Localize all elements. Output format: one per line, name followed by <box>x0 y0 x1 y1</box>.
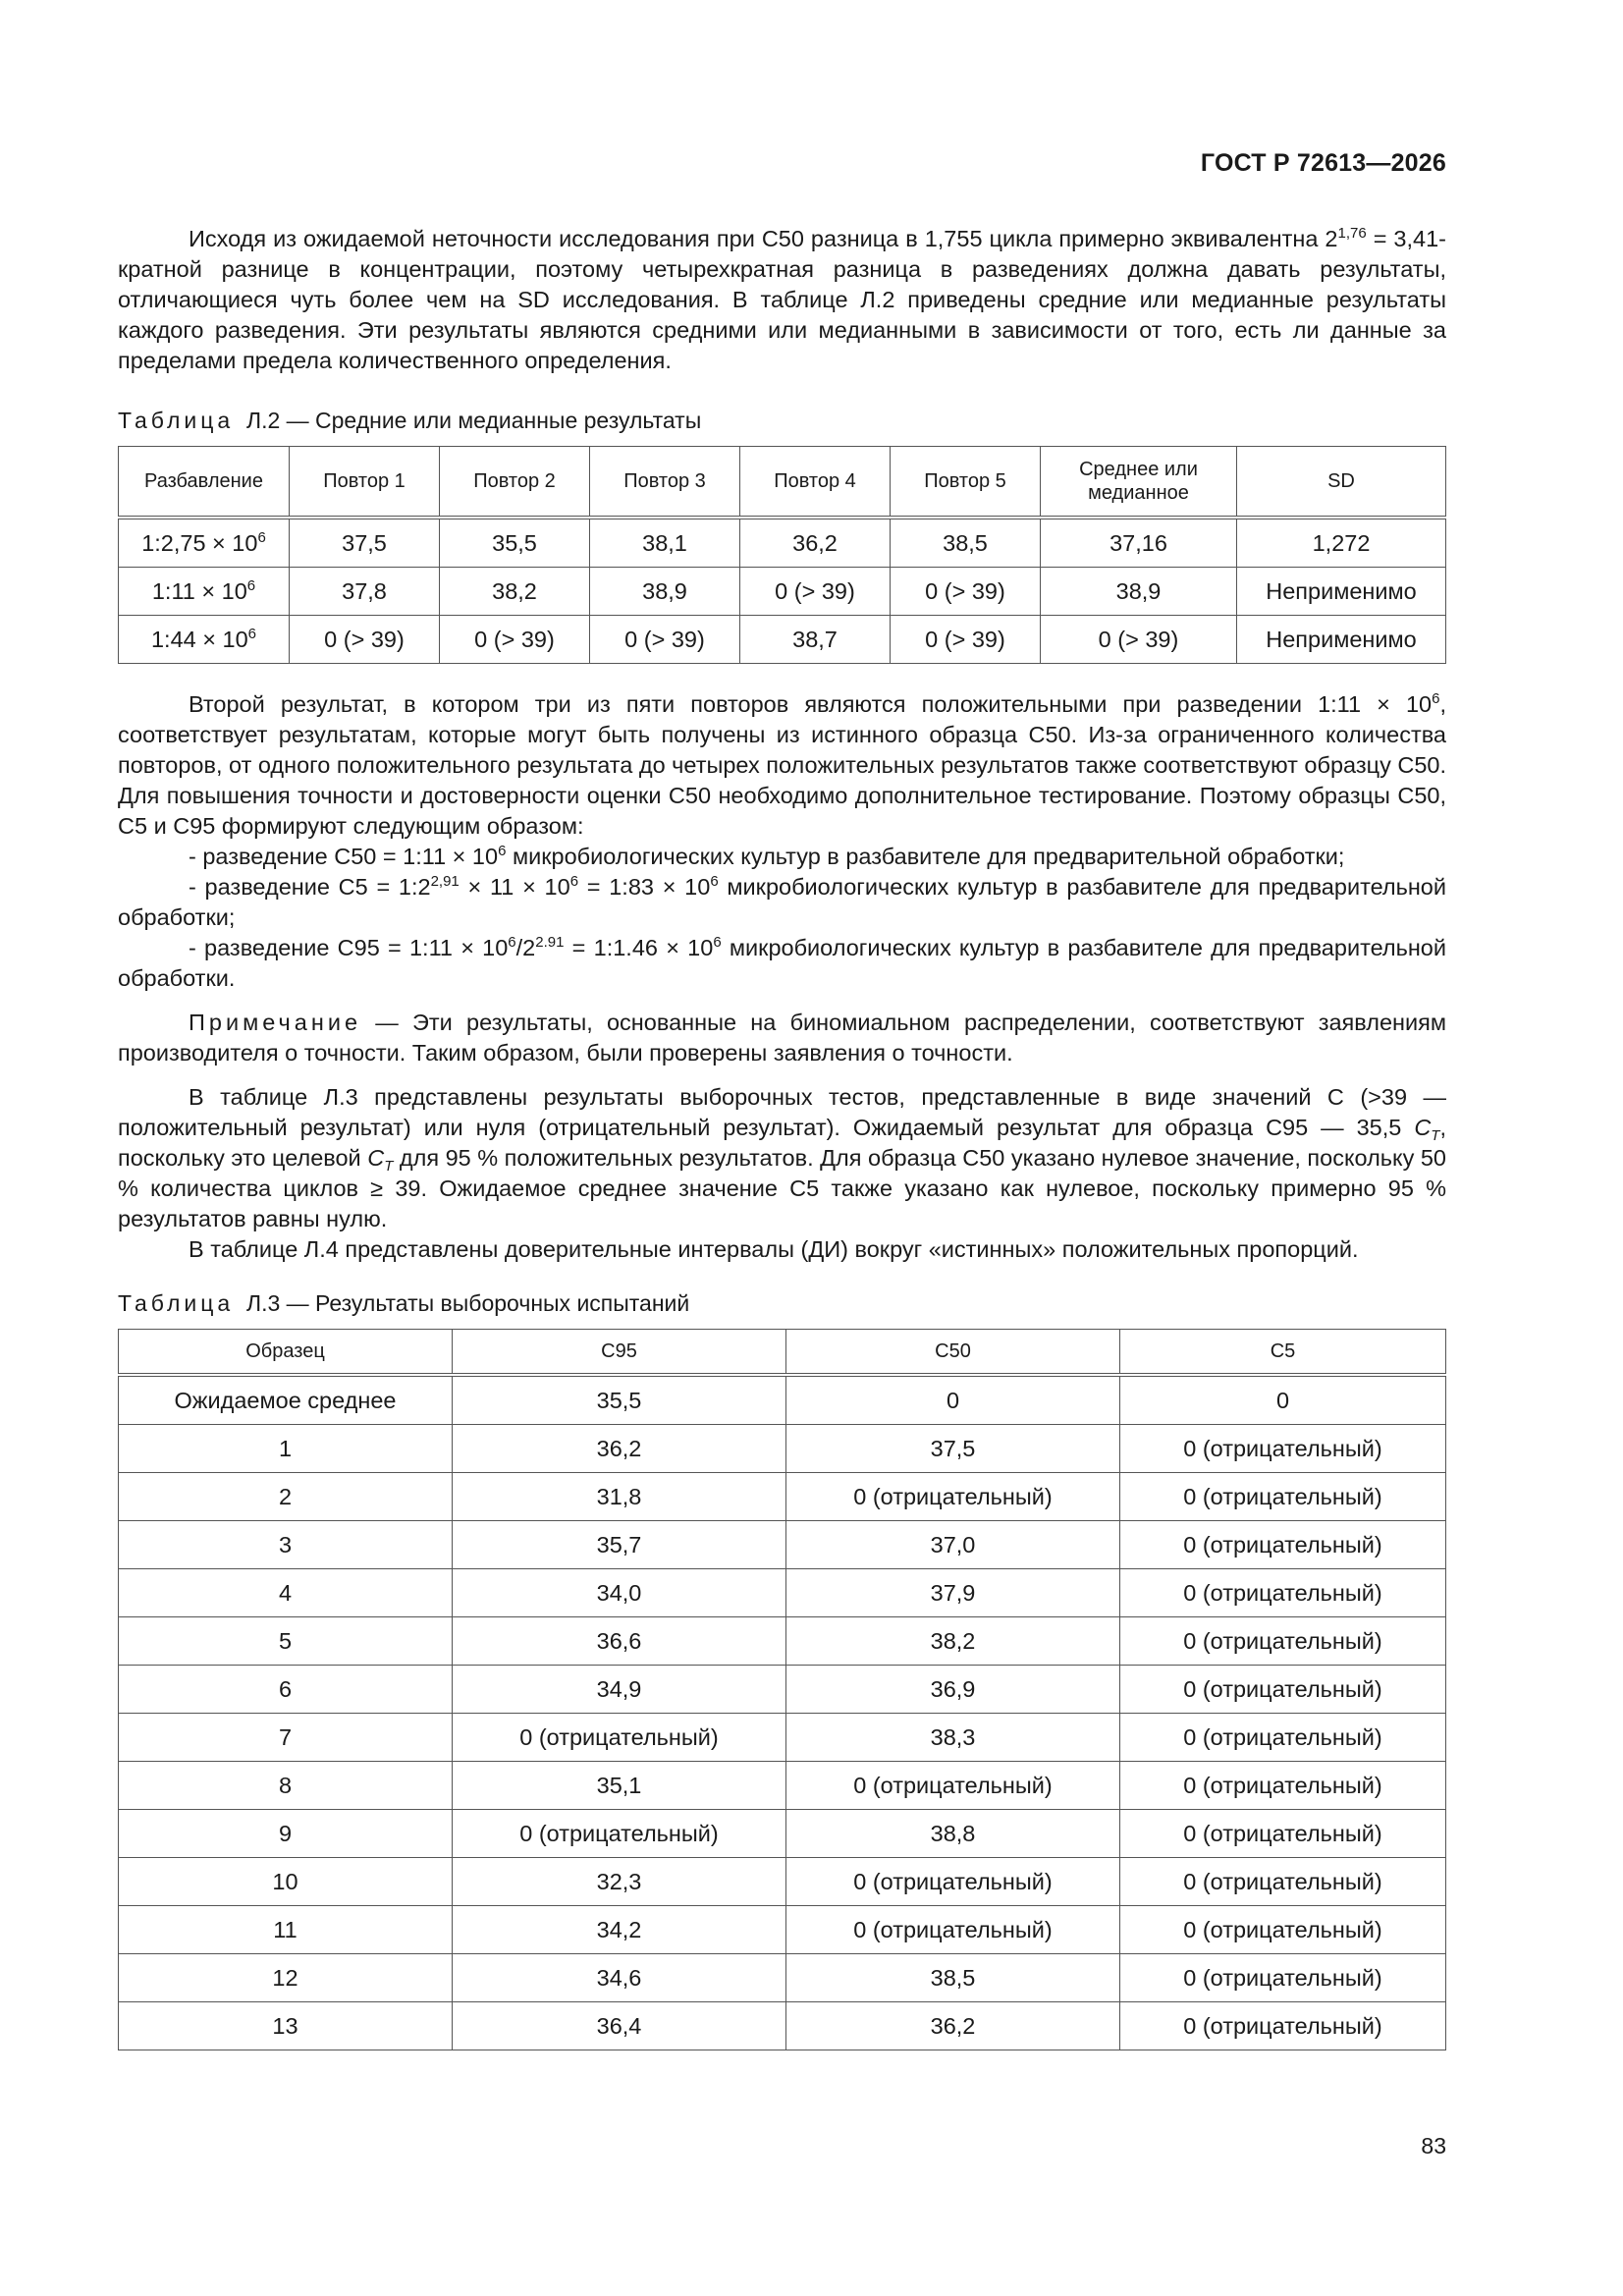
table-cell: 0 (отрицательный) <box>1120 1762 1446 1810</box>
table-cell: 34,0 <box>453 1569 786 1617</box>
table-cell: 0 (отрицательный) <box>1120 1714 1446 1762</box>
table-cell: 7 <box>119 1714 453 1762</box>
table-cell: 0 (отрицательный) <box>1120 1425 1446 1473</box>
page-content <box>118 224 1446 2050</box>
table-row <box>119 2002 1446 2050</box>
dilution-cell: 1:2,75 × $10^6$ <box>119 518 290 568</box>
table-cell: 34,6 <box>453 1954 786 2002</box>
table-cell: 0 (отрицательный) <box>453 1714 786 1762</box>
table-header-row <box>119 1330 1446 1376</box>
table-cell: 38,5 <box>786 1954 1120 2002</box>
table-sample-results <box>118 1329 1446 2050</box>
table-cell: 0 (> 39) <box>1041 616 1237 664</box>
table-cell: 38,8 <box>786 1810 1120 1858</box>
table-cell: 0 (отрицательный) <box>1120 1617 1446 1666</box>
table-cell: 0 (> 39) <box>290 616 440 664</box>
table-row <box>119 1425 1446 1473</box>
column-header: Повтор 2 <box>440 447 590 519</box>
table-cell: 38,5 <box>891 518 1041 568</box>
table-row <box>119 1473 1446 1521</box>
table-cell: 0 (отрицательный) <box>786 1906 1120 1954</box>
paragraph-table3-intro: В таблице Л.3 представлены результаты выборочных тестов, представленные в виде значений С (>39 — положительный результат) или нуля (отрицательный результат). Ожидаемый результат для образца С95 — 35,5 $C_T$, поскольку это целевой $C_T$ для 95 % положительных результатов. Для образца С50 указано нулевое значение, поскольку 50 % количества циклов ≥ 39. Ожидаемое среднее значение С5 также указано как нулевое, поскольку примерно 95 % результатов равны нулю. <box>118 1084 1446 1231</box>
table-row <box>119 1762 1446 1810</box>
table-cell: 3 <box>119 1521 453 1569</box>
table-cell: 34,2 <box>453 1906 786 1954</box>
table3-caption: Таблица Л.3 — Результаты выборочных испытаний <box>118 1290 690 1316</box>
table-row <box>119 518 1446 568</box>
table-cell: 36,2 <box>740 518 891 568</box>
table-cell: 0 (отрицательный) <box>786 1762 1120 1810</box>
column-header: Повтор 3 <box>590 447 740 519</box>
table-cell: 36,9 <box>786 1666 1120 1714</box>
table-cell: 38,9 <box>1041 568 1237 616</box>
table-cell: 0 (> 39) <box>740 568 891 616</box>
table-cell: Неприменимо <box>1237 616 1446 664</box>
table-cell: 37,9 <box>786 1569 1120 1617</box>
table-cell: 5 <box>119 1617 453 1666</box>
table-cell: Ожидаемое среднее <box>119 1375 453 1425</box>
dilution-cell: 1:44 × $10^6$ <box>119 616 290 664</box>
note-paragraph: Примечание — Эти результаты, основанные на биномиальном распределении, соответствуют заявлениям производителя о точности. Таким образом, были проверены заявления о точности. <box>118 1010 1446 1066</box>
table-cell: 31,8 <box>453 1473 786 1521</box>
table-row <box>119 1906 1446 1954</box>
table-cell: 0 (отрицательный) <box>1120 1569 1446 1617</box>
table-cell: 36,4 <box>453 2002 786 2050</box>
column-header: SD <box>1237 447 1446 519</box>
table-cell: 10 <box>119 1858 453 1906</box>
table-cell: 35,5 <box>440 518 590 568</box>
table-cell: 37,5 <box>786 1425 1120 1473</box>
table-cell: 37,5 <box>290 518 440 568</box>
table-cell: 11 <box>119 1906 453 1954</box>
paragraph-intro: Исходя из ожидаемой неточности исследования при С50 разница в 1,755 цикла примерно эквивалентна $2^{1,76}$ = 3,41-кратной разнице в концентрации, поэтому четырехкратная разница в разведениях должна давать результаты, отличающиеся чуть более чем на SD исследования. В таблице Л.2 приведены средние или медианные результаты каждого разведения. Эти результаты являются средними или медианными в зависимости от того, есть ли данные за пределами предела количественного определения. <box>118 225 1446 373</box>
table-cell: 35,1 <box>453 1762 786 1810</box>
table-cell: 37,0 <box>786 1521 1120 1569</box>
table-cell: 4 <box>119 1569 453 1617</box>
column-header: Повтор 4 <box>740 447 891 519</box>
table-cell: 2 <box>119 1473 453 1521</box>
table-mean-results <box>118 446 1446 664</box>
table-row <box>119 568 1446 616</box>
table-cell: Неприменимо <box>1237 568 1446 616</box>
table-cell: 37,8 <box>290 568 440 616</box>
table-row <box>119 1521 1446 1569</box>
table-cell: 0 (отрицательный) <box>786 1473 1120 1521</box>
table-cell: 0 (отрицательный) <box>1120 1810 1446 1858</box>
table-cell: 9 <box>119 1810 453 1858</box>
table-cell: 34,9 <box>453 1666 786 1714</box>
table-cell: 0 (отрицательный) <box>453 1810 786 1858</box>
page-number: 83 <box>1421 2133 1446 2159</box>
table-row <box>119 1858 1446 1906</box>
column-header: Повтор 5 <box>891 447 1041 519</box>
table-cell: 6 <box>119 1666 453 1714</box>
column-header: Повтор 1 <box>290 447 440 519</box>
table-header-row <box>119 447 1446 519</box>
paragraph-second-result: Второй результат, в котором три из пяти повторов являются положительными при разведении 1:11 × $10^6$, соответствует результатам, которые могут быть получены из истинного образца С50. Из-за ограниченного количества повторов, от одного положительного результата до четырех положительных результатов также соответствуют образцу С50. Для повышения точности и достоверности оценки С50 необходимо дополнительное тестирование. Поэтому образцы С50, С5 и С95 формируют следующим образом: <box>118 690 1446 839</box>
table-cell: 8 <box>119 1762 453 1810</box>
table-cell: 0 (отрицательный) <box>1120 1906 1446 1954</box>
table-cell: 1,272 <box>1237 518 1446 568</box>
table-cell: 35,7 <box>453 1521 786 1569</box>
table-cell: 0 <box>786 1375 1120 1425</box>
column-header: Разбавление <box>119 447 290 519</box>
table-cell: 0 (отрицательный) <box>1120 1954 1446 2002</box>
document-header: ГОСТ Р 72613—2026 <box>1200 149 1446 177</box>
table-cell: 36,6 <box>453 1617 786 1666</box>
column-header: С50 <box>786 1330 1120 1376</box>
table-cell: 38,7 <box>740 616 891 664</box>
table-cell: 13 <box>119 2002 453 2050</box>
table3-body <box>119 1375 1446 2050</box>
table-row <box>119 1569 1446 1617</box>
table-cell: 0 (> 39) <box>891 616 1041 664</box>
note-label: Примечание <box>189 1010 362 1035</box>
table-cell: 38,1 <box>590 518 740 568</box>
table-row <box>119 1375 1446 1425</box>
table-cell: 12 <box>119 1954 453 2002</box>
table2-caption: Таблица Л.2 — Средние или медианные результаты <box>118 408 702 433</box>
table-cell: 0 (отрицательный) <box>1120 1473 1446 1521</box>
table-cell: 0 (отрицательный) <box>1120 1666 1446 1714</box>
bullet-c5: - разведение $С5 = 1:2^{2,91} \times 11 \times 10^6$ = 1:83 × $10^6$ микробиологических культур в разбавителе для предварительной обработки; <box>118 873 1446 930</box>
column-header: Среднее или медианное <box>1041 447 1237 519</box>
table-row <box>119 1810 1446 1858</box>
table-cell: 0 (> 39) <box>440 616 590 664</box>
table-cell: 37,16 <box>1041 518 1237 568</box>
table-cell: 0 (отрицательный) <box>1120 1521 1446 1569</box>
table-cell: 36,2 <box>453 1425 786 1473</box>
table-row <box>119 1666 1446 1714</box>
column-header: Образец <box>119 1330 453 1376</box>
table-cell: 36,2 <box>786 2002 1120 2050</box>
table-cell: 32,3 <box>453 1858 786 1906</box>
table-cell: 38,9 <box>590 568 740 616</box>
table-row <box>119 616 1446 664</box>
table-cell: 0 (отрицательный) <box>1120 2002 1446 2050</box>
dilution-cell: 1:11 × $10^6$ <box>119 568 290 616</box>
table-cell: 38,2 <box>440 568 590 616</box>
bullet-c95: - разведение С95 = 1:11 × $10^6/2^{2.91}$ = 1:1.46 × $10^6$ микробиологических культур в разбавителе для предварительной обработки. <box>118 934 1446 991</box>
table-cell: 0 (> 39) <box>590 616 740 664</box>
table-cell: 38,2 <box>786 1617 1120 1666</box>
column-header: С5 <box>1120 1330 1446 1376</box>
table-row <box>119 1617 1446 1666</box>
table-cell: 0 (отрицательный) <box>1120 1858 1446 1906</box>
table-cell: 0 (> 39) <box>891 568 1041 616</box>
paragraph-table4-ref: В таблице Л.4 представлены доверительные интервалы (ДИ) вокруг «истинных» положительных пропорций. <box>189 1236 1359 1262</box>
table-cell: 0 <box>1120 1375 1446 1425</box>
table-cell: 35,5 <box>453 1375 786 1425</box>
table-row <box>119 1954 1446 2002</box>
table-cell: 38,3 <box>786 1714 1120 1762</box>
table-row <box>119 1714 1446 1762</box>
bullet-c50: - разведение С50 = 1:11 × $10^6$ микробиологических культур в разбавителе для предварительной обработки; <box>189 843 1345 869</box>
table-cell: 0 (отрицательный) <box>786 1858 1120 1906</box>
column-header: С95 <box>453 1330 786 1376</box>
table-cell: 1 <box>119 1425 453 1473</box>
